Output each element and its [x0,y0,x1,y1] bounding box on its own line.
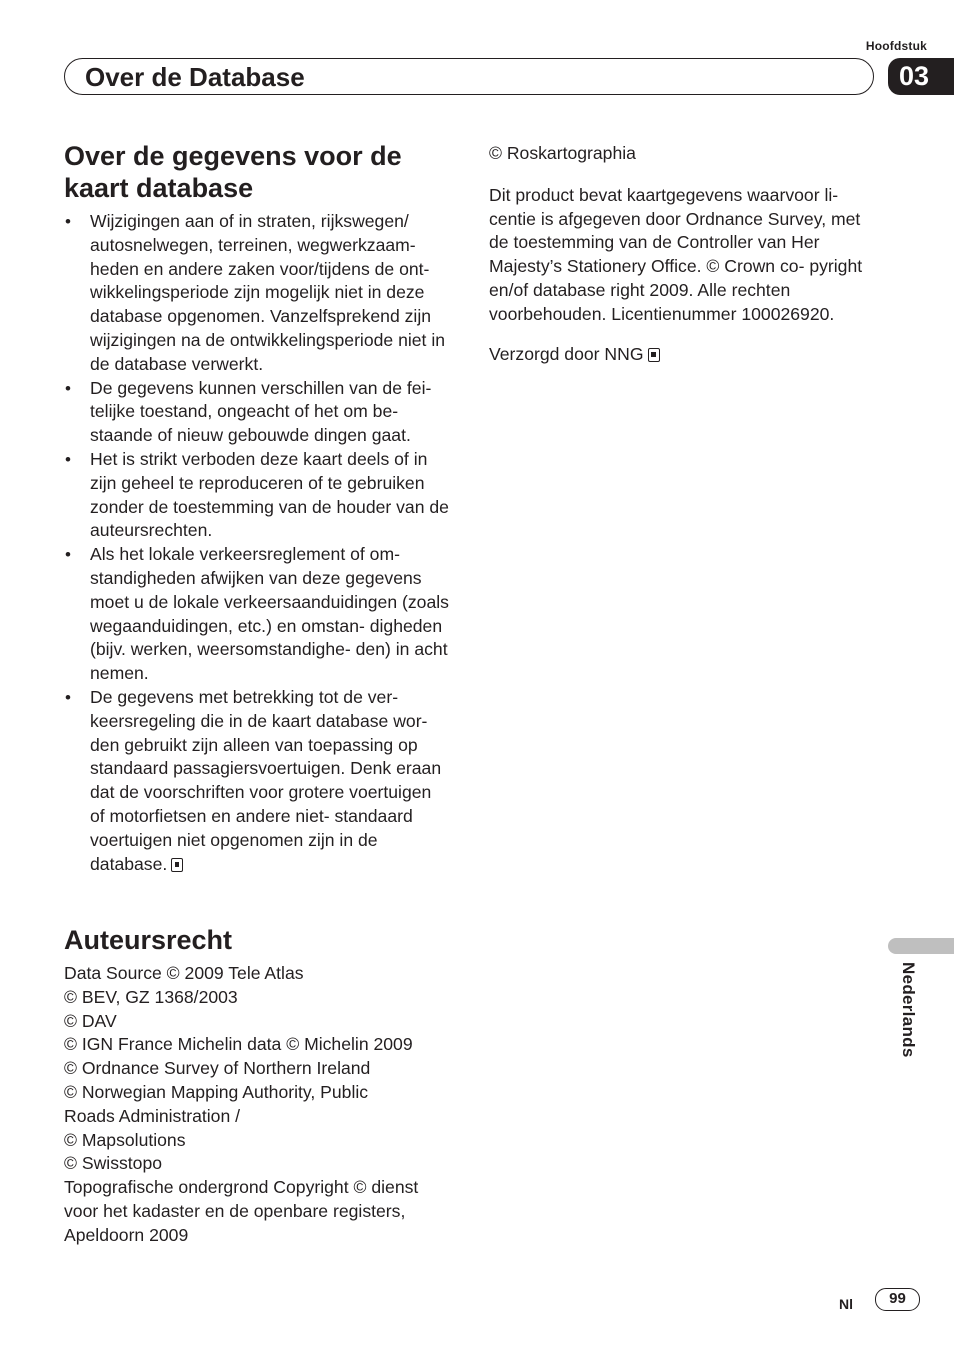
copyright-line: © IGN France Michelin data © Michelin 2009 [64,1034,413,1055]
copyright-line: Apeldoorn 2009 [64,1224,189,1245]
copyright-line: © Ordnance Survey of Northern Ireland [64,1058,371,1079]
copyright-lines [64,962,450,1248]
copyright-line: © BEV, GZ 1368/2003 [64,986,238,1007]
bullet-item [64,543,450,686]
copyright-line: © Norwegian Mapping Authority, Public [64,1081,369,1102]
copyright-line: © Swisstopo [64,1153,163,1174]
bullet-text: De gegevens kunnen verschillen van de fei- telijke toestand, ongeacht of het om be- staande of nieuw gebouwde dingen gaat. [90,377,432,446]
copyright-line: © DAV [64,1010,117,1031]
copyright-line: Roads Administration / [64,1105,241,1126]
bullet-text: Wijzigingen aan of in straten, rijkswegen/ autosnelwegen, terreinen, wegwerkzaam- heden en andere zaken voor/tijdens de ont- wikkelingsperiode zijn mogelijk niet in deze database opgenomen. Vanzelfsprekend zijn wijzigingen na de ontwikkelingsperiode niet in de database verwerkt. [90,211,446,374]
chapter-number: 03 [899,61,930,91]
copyright-line: voor het kadaster en de openbare registers, [64,1200,406,1221]
chapter-tab [888,58,954,95]
right-column [489,142,875,366]
copyright-heading: Auteursrecht [64,925,233,955]
copyright-line: © Mapsolutions [64,1129,186,1150]
section-title: Over de Database [85,62,305,92]
bullet-text: Het is strikt verboden deze kaart deels of in zijn geheel te reproduceren of te gebruiken zonder de toestemming van de houder van de auteursrechten. [90,448,449,541]
end-of-section-icon [648,348,660,362]
bullet-text: De gegevens met betrekking tot de ver- keersregeling die in de kaart database wor- den gebruikt zijn alleen van toepassing op standaard passagiersvoertuigen. Denk eraan dat de voorschriften voor grotere voertuigen of motorfietsen en andere niet- standaard voertuigen niet opgenomen zijn in de database. [90,686,442,874]
copyright-section [64,924,450,1248]
bullet-item [64,377,450,448]
map-data-heading-line2: kaart database [64,173,254,203]
footer-language-code: Nl [839,1296,853,1312]
bullet-text: Als het lokale verkeersreglement of om- standigheden afwijken van deze gegevens moet u de lokale verkeersaanduidingen (zoals wegaanduidingen, etc.) en omstan- digheden (bijv. werken, weersomstandighe- den) in acht nemen. [90,544,449,684]
nng-paragraph [489,343,875,367]
bullet-item [64,210,450,377]
map-data-bullet-list [64,210,450,876]
copyright-line: Topografische ondergrond Copyright © dienst [64,1177,419,1198]
map-data-heading-line1: Over de gegevens voor de [64,141,402,171]
language-side-tab [888,938,954,954]
bullet-item [64,686,450,876]
roskartographia-line: © Roskartographia [489,143,636,163]
map-data-heading [64,140,450,204]
bullet-item [64,448,450,543]
section-header-bar [64,58,874,95]
side-language-label: Nederlands [899,962,918,1058]
nng-text: Verzorgd door NNG [489,343,644,364]
end-of-section-icon [171,858,183,872]
ordnance-survey-paragraph: Dit product bevat kaartgegevens waarvoor li- centie is afgegeven door Ordnance Survey, met de toestemming van de Controller van Her Majesty’s Stationery Office. © Crown co- pyright en/of database right 2009. Alle rechten voorbehouden. Licentienummer 100026920. [489,184,863,324]
copyright-line: Data Source © 2009 Tele Atlas [64,963,304,983]
chapter-label: Hoofdstuk [865,39,927,53]
left-column [64,140,450,876]
page-number: 99 [875,1288,920,1311]
